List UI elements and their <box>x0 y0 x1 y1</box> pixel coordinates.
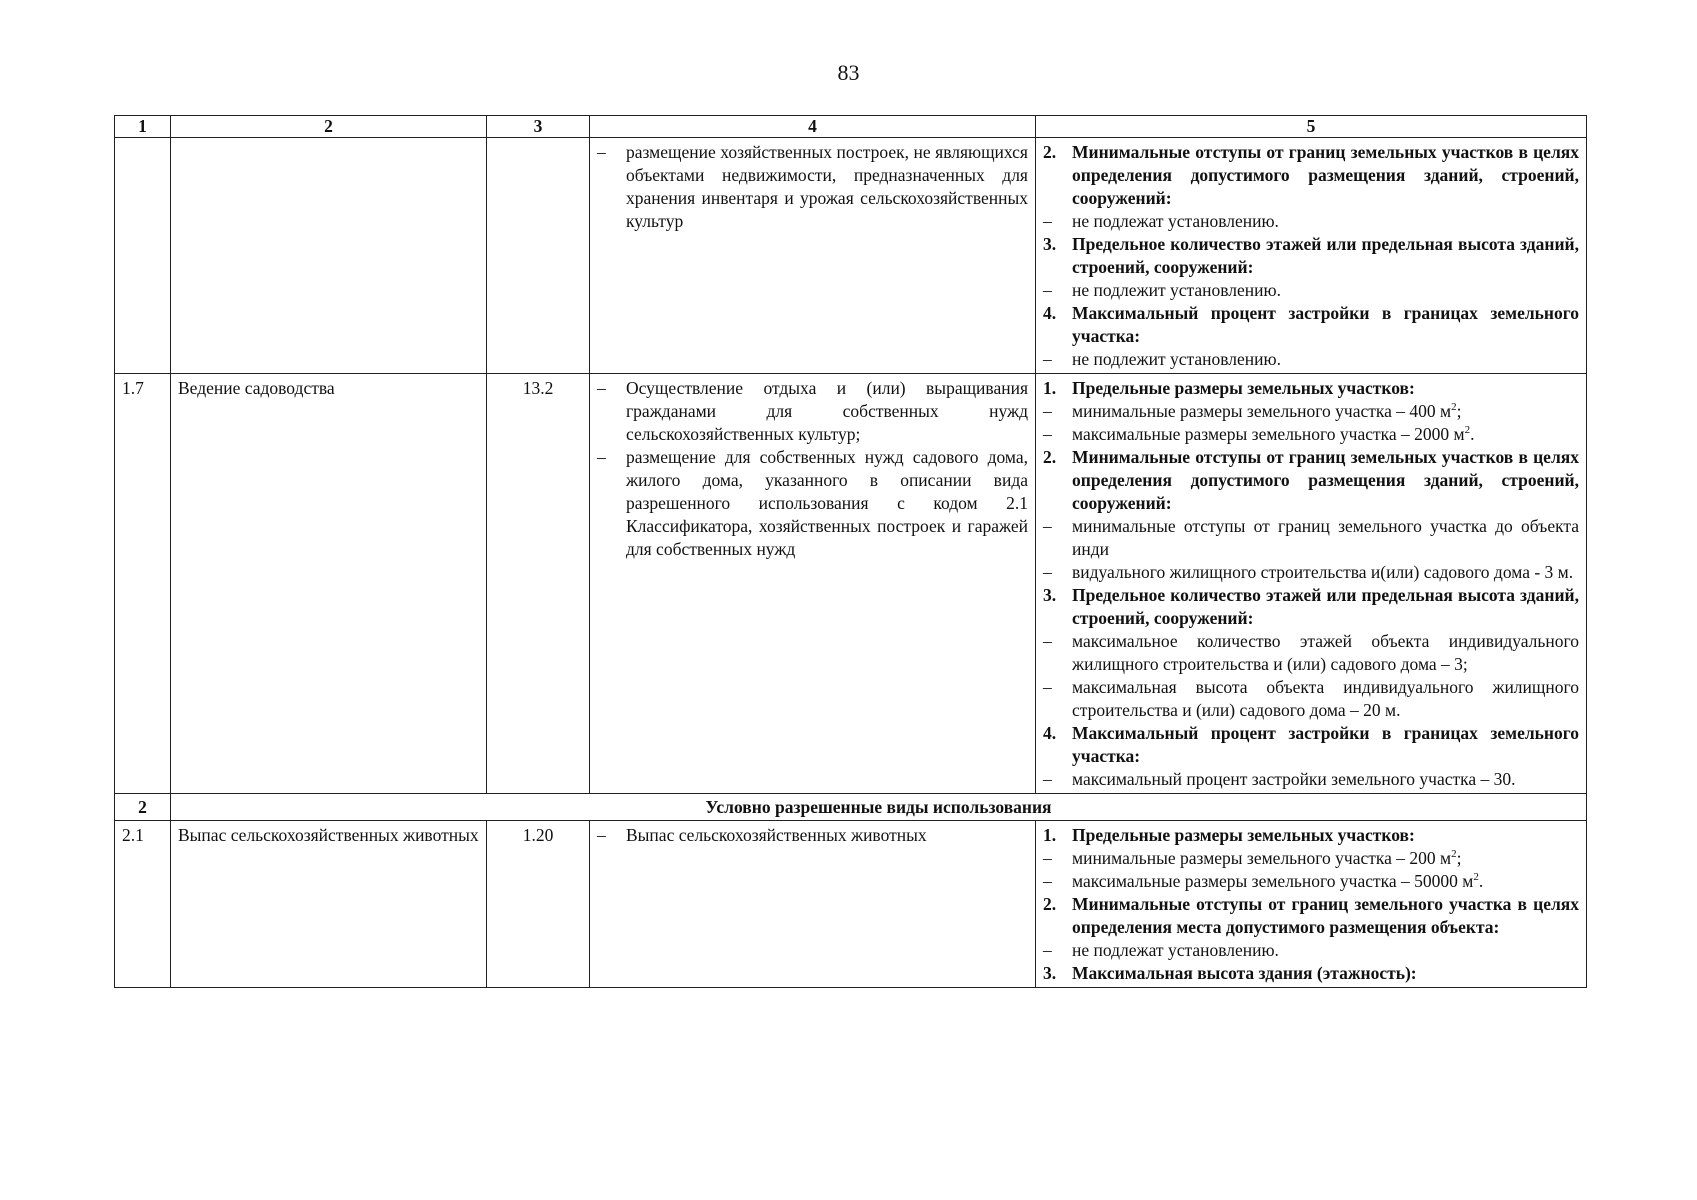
header-col-2: 2 <box>171 116 487 138</box>
dash-marker: – <box>1043 401 1052 421</box>
dash-marker: – <box>1043 211 1052 231</box>
dash-marker: – <box>1043 349 1052 369</box>
parameter-value <box>1043 348 1579 371</box>
parameter-text <box>1072 561 1579 584</box>
parameter-value <box>1043 279 1579 302</box>
parameter-text <box>1072 870 1579 893</box>
parameter-main-text: не подлежит установлению. <box>1072 280 1281 300</box>
parameter-text <box>1072 446 1579 515</box>
row-number: 1.7 <box>115 374 171 794</box>
parameter-main-text: Минимальные отступы от границ земельных участков в целях определения допустимого размещения зданий, строений, сооружений: <box>1072 447 1579 513</box>
dash-marker: – <box>597 825 606 845</box>
use-name: Ведение садоводства <box>171 374 487 794</box>
dash-marker: – <box>1043 848 1052 868</box>
dash-marker: – <box>1043 631 1052 651</box>
parameter-text <box>1072 722 1579 768</box>
number-marker: 1. <box>1043 825 1057 845</box>
parameter-text <box>1072 962 1579 985</box>
unit-superscript: 2 <box>1451 401 1457 414</box>
dash-marker: – <box>1043 424 1052 444</box>
parameter-text <box>1072 847 1579 870</box>
parameter-tail: ; <box>1456 848 1462 868</box>
description-item <box>597 377 1028 446</box>
header-col-5: 5 <box>1036 116 1587 138</box>
parameter-heading <box>1043 962 1579 985</box>
dash-marker: – <box>1043 769 1052 789</box>
use-parameters <box>1036 138 1587 374</box>
parameter-main-text: Максимальный процент застройки в границах земельного участка: <box>1072 723 1579 766</box>
parameter-value <box>1043 630 1579 676</box>
number-marker: 1. <box>1043 378 1057 398</box>
number-marker: 3. <box>1043 963 1057 983</box>
parameter-main-text: видуального жилищного строительства и(или) садового дома - 3 м. <box>1072 562 1574 582</box>
table-row-1-7 <box>115 374 1587 794</box>
parameter-main-text: Предельное количество этажей или предельная высота зданий, строений, сооружений: <box>1072 585 1579 628</box>
table-row-2-1 <box>115 821 1587 988</box>
use-parameters <box>1036 374 1587 794</box>
use-name <box>171 138 487 374</box>
table-row-continuation <box>115 138 1587 374</box>
parameter-tail: ; <box>1456 401 1462 421</box>
parameter-main-text: Максимальная высота здания (этажность): <box>1072 963 1417 983</box>
parameter-heading <box>1043 141 1579 210</box>
parameter-heading <box>1043 584 1579 630</box>
parameter-value <box>1043 870 1579 893</box>
parameter-value <box>1043 939 1579 962</box>
description-text: размещение для собственных нужд садового дома, жилого дома, указанного в описании вида разрешенного использования с кодом 2.1 Классификатора, хозяйственных построек и гаражей для собственных нужд <box>626 447 1028 559</box>
header-col-4: 4 <box>590 116 1036 138</box>
parameter-main-text: Минимальные отступы от границ земельных участков в целях определения допустимого размещения зданий, строений, сооружений: <box>1072 142 1579 208</box>
parameter-text <box>1072 377 1579 400</box>
description-text: Осуществление отдыха и (или) выращивания гражданами для собственных нужд сельскохозяйственных культур; <box>626 378 1028 444</box>
row-number <box>115 138 171 374</box>
parameter-main-text: Предельное количество этажей или предельная высота зданий, строений, сооружений: <box>1072 234 1579 277</box>
number-marker: 2. <box>1043 142 1057 162</box>
parameter-main-text: Максимальный процент застройки в границах земельного участка: <box>1072 303 1579 346</box>
parameter-main-text: не подлежат установлению. <box>1072 211 1279 231</box>
number-marker: 3. <box>1043 585 1057 605</box>
parameter-main-text: максимальное количество этажей объекта индивидуального жилищного строительства и (или) садового дома – 3; <box>1072 631 1579 674</box>
dash-marker: – <box>597 447 606 467</box>
parameter-text <box>1072 630 1579 676</box>
page-number: 83 <box>837 60 860 85</box>
section-row-2 <box>115 794 1587 821</box>
parameter-text <box>1072 515 1579 561</box>
use-code: 1.20 <box>487 821 590 988</box>
unit-superscript: 2 <box>1473 871 1479 884</box>
header-row <box>115 116 1587 138</box>
parameter-main-text: Предельные размеры земельных участков: <box>1072 378 1415 398</box>
parameter-main-text: максимальные размеры земельного участка – 50000 м <box>1072 871 1474 891</box>
dash-marker: – <box>1043 871 1052 891</box>
dash-marker: – <box>1043 562 1052 582</box>
parameter-main-text: максимальный процент застройки земельного участка – 30. <box>1072 769 1516 789</box>
parameter-text <box>1072 893 1579 939</box>
parameter-main-text: не подлежит установлению. <box>1072 349 1281 369</box>
row-number: 2.1 <box>115 821 171 988</box>
parameter-text <box>1072 939 1579 962</box>
description-item <box>597 141 1028 233</box>
parameter-main-text: минимальные отступы от границ земельного участка до объекта инди <box>1072 516 1579 559</box>
parameter-heading <box>1043 893 1579 939</box>
parameter-main-text: Минимальные отступы от границ земельного участка в целях определения места допустимого размещения объекта: <box>1072 894 1579 937</box>
regulations-table <box>114 115 1587 988</box>
parameter-heading <box>1043 302 1579 348</box>
parameter-value <box>1043 768 1579 791</box>
dash-marker: – <box>1043 940 1052 960</box>
parameter-text <box>1072 141 1579 210</box>
parameter-heading <box>1043 233 1579 279</box>
parameter-heading <box>1043 722 1579 768</box>
number-marker: 2. <box>1043 447 1057 467</box>
header-col-1: 1 <box>115 116 171 138</box>
parameter-text <box>1072 302 1579 348</box>
parameter-heading <box>1043 377 1579 400</box>
parameter-text <box>1072 400 1579 423</box>
parameter-value <box>1043 400 1579 423</box>
parameter-tail: . <box>1478 871 1484 891</box>
parameter-value <box>1043 210 1579 233</box>
use-code: 13.2 <box>487 374 590 794</box>
parameter-text <box>1072 279 1579 302</box>
parameter-value <box>1043 515 1579 561</box>
parameter-main-text: не подлежат установлению. <box>1072 940 1279 960</box>
use-description <box>590 821 1036 988</box>
parameter-text <box>1072 210 1579 233</box>
unit-superscript: 2 <box>1464 424 1471 437</box>
parameter-text <box>1072 824 1579 847</box>
use-code <box>487 138 590 374</box>
parameter-main-text: минимальные размеры земельного участка – 200 м <box>1072 848 1452 868</box>
dash-marker: – <box>1043 280 1052 300</box>
parameter-value <box>1043 676 1579 722</box>
use-description <box>590 138 1036 374</box>
parameter-text <box>1072 768 1579 791</box>
dash-marker: – <box>597 142 606 162</box>
parameter-main-text: максимальная высота объекта индивидуального жилищного строительства и (или) садового дома – 20 м. <box>1072 677 1579 720</box>
parameter-value <box>1043 847 1579 870</box>
parameter-main-text: Предельные размеры земельных участков: <box>1072 825 1415 845</box>
parameter-main-text: максимальные размеры земельного участка – 2000 м <box>1072 424 1465 444</box>
parameter-tail: . <box>1470 424 1475 444</box>
dash-marker: – <box>597 378 606 398</box>
use-parameters <box>1036 821 1587 988</box>
number-marker: 4. <box>1043 723 1057 743</box>
number-marker: 4. <box>1043 303 1057 323</box>
parameter-value <box>1043 561 1579 584</box>
number-marker: 2. <box>1043 894 1057 914</box>
use-description <box>590 374 1036 794</box>
use-name: Выпас сельскохозяйственных животных <box>171 821 487 988</box>
dash-marker: – <box>1043 516 1052 536</box>
description-item <box>597 824 1028 847</box>
parameter-text <box>1072 348 1579 371</box>
description-item <box>597 446 1028 561</box>
unit-superscript: 2 <box>1451 848 1457 861</box>
parameter-text <box>1072 676 1579 722</box>
parameter-text <box>1072 233 1579 279</box>
header-col-3: 3 <box>487 116 590 138</box>
parameter-heading <box>1043 824 1579 847</box>
parameter-text <box>1072 423 1579 446</box>
parameter-main-text: минимальные размеры земельного участка – 400 м <box>1072 401 1452 421</box>
parameter-heading <box>1043 446 1579 515</box>
number-marker: 3. <box>1043 234 1057 254</box>
description-text: размещение хозяйственных построек, не являющихся объектами недвижимости, предназначенных для хранения инвентаря и урожая сельскохозяйственных культур <box>626 142 1028 231</box>
section-number: 2 <box>115 794 171 821</box>
parameter-text <box>1072 584 1579 630</box>
description-text: Выпас сельскохозяйственных животных <box>626 825 927 845</box>
parameter-value <box>1043 423 1579 446</box>
dash-marker: – <box>1043 677 1052 697</box>
section-title: Условно разрешенные виды использования <box>171 794 1587 821</box>
